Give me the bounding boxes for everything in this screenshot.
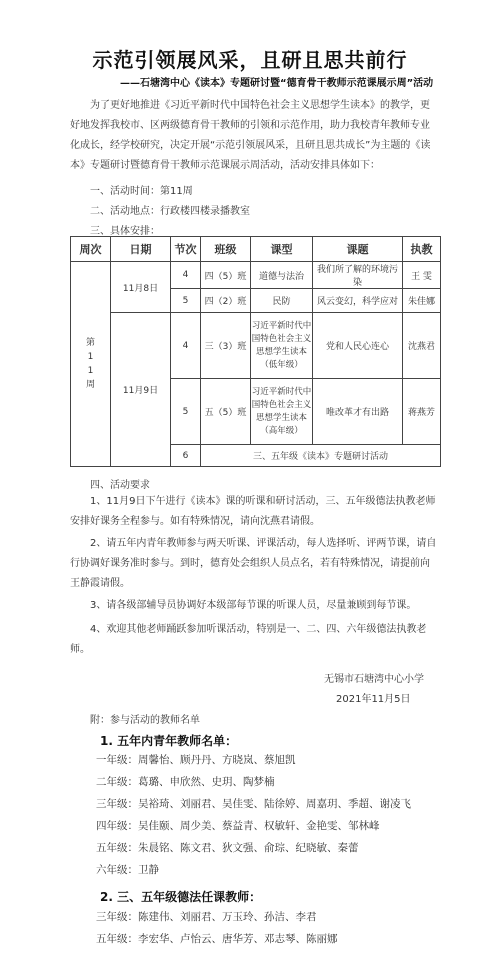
topic-cell: 风云变幻，科学应对 bbox=[313, 289, 403, 313]
class-cell: 四（2）班 bbox=[201, 289, 251, 313]
date-cell: 11月9日 bbox=[111, 313, 171, 467]
week-label: 第11周 bbox=[85, 338, 95, 390]
header-date: 日期 bbox=[111, 237, 171, 262]
period-cell: 6 bbox=[171, 445, 201, 467]
teacher-cell: 王 雯 bbox=[403, 262, 441, 289]
type-cell: 习近平新时代中国特色社会主义思想学生读本（低年级） bbox=[251, 313, 313, 379]
period-cell: 4 bbox=[171, 313, 201, 379]
activity-place: 二、活动地点：行政楼四楼录播教室 bbox=[90, 206, 250, 217]
list-item: 五年级：朱晨铭、陈文君、狄文强、俞琮、纪晓敏、秦蕾 bbox=[96, 842, 359, 854]
header-period: 节次 bbox=[171, 237, 201, 262]
list-item: 三年级：陈建伟、刘丽君、万玉玲、孙洁、李君 bbox=[96, 911, 317, 923]
list-item: 一年级：周馨怡、顾丹丹、方晓岚、蔡旭凯 bbox=[96, 754, 296, 766]
list-item: 三年级：吴裕琦、刘丽君、吴佳雯、陆徐婷、周嘉玥、季超、谢凌飞 bbox=[96, 798, 411, 810]
table-header-row bbox=[71, 237, 441, 262]
teacher-cell: 沈燕君 bbox=[403, 313, 441, 379]
teacher-cell: 蒋燕芳 bbox=[403, 379, 441, 445]
header-type: 课型 bbox=[251, 237, 313, 262]
activity-time: 一、活动时间：第11周 bbox=[90, 186, 193, 197]
activity-arrangement: 三、具体安排： bbox=[90, 226, 160, 237]
topic-cell: 党和人民心连心 bbox=[313, 313, 403, 379]
list1-title: 1. 五年内青年教师名单： bbox=[100, 734, 238, 748]
class-cell: 三（3）班 bbox=[201, 313, 251, 379]
requirements-heading: 四、活动要求 bbox=[90, 480, 150, 491]
intro-paragraph: 为了更好地推进《习近平新时代中国特色社会主义思想学生读本》的教学，更好地发挥我校市、区两级德育骨干教师的引领和示范作用，助力我校青年教师专业化成长，经学校研究，决定开展“示范引领展风采，且研且思共成长”为主题的《读本》专题研讨暨德育骨干教师示范课展示周活动，活动安排具体如下： bbox=[70, 100, 431, 171]
table-row bbox=[71, 262, 441, 289]
list-item: 六年级：卫静 bbox=[96, 864, 159, 876]
period-cell: 5 bbox=[171, 289, 201, 313]
merged-activity-cell: 三、五年级《读本》专题研讨活动 bbox=[201, 445, 441, 467]
date-cell: 11月8日 bbox=[111, 262, 171, 313]
header-week: 周次 bbox=[71, 237, 111, 262]
requirement-4: 4、欢迎其他老师踊跃参加听课活动，特别是一、二、四、六年级德法执教老师。 bbox=[70, 624, 427, 655]
list-item: 四年级：吴佳颐、周少美、蔡益青、权敏轩、金艳雯、邹林峰 bbox=[96, 820, 380, 832]
type-cell: 习近平新时代中国特色社会主义思想学生读本（高年级） bbox=[251, 379, 313, 445]
topic-cell: 唯改革才有出路 bbox=[313, 379, 403, 445]
header-topic: 课题 bbox=[313, 237, 403, 262]
list-item: 五年级：李宏华、卢怡云、唐华芳、邓志琴、陈丽娜 bbox=[96, 933, 338, 945]
signature-org: 无锡市石塘湾中心小学 bbox=[324, 674, 424, 685]
signature-date: 2021年11月5日 bbox=[336, 694, 411, 705]
requirement-3: 3、请各级部辅导员协调好本级部每节课的听课人员，尽量兼顾到每节课。 bbox=[90, 600, 417, 611]
teacher-cell: 朱佳娜 bbox=[403, 289, 441, 313]
page-subtitle: ——石塘湾中心《读本》专题研讨暨“德育骨干教师示范课展示周”活动 bbox=[120, 78, 434, 89]
topic-cell: 我们所了解的环境污染 bbox=[313, 262, 403, 289]
requirement-1: 1、11月9日下午进行《读本》课的听课和研讨活动，三、五年级德法执教老师安排好课务全程参与。如有特殊情况，请向沈燕君请假。 bbox=[70, 496, 436, 527]
list-item: 二年级：葛璐、申欣然、史玥、陶梦楠 bbox=[96, 776, 275, 788]
attachment-note: 附：参与活动的教师名单 bbox=[90, 715, 200, 726]
class-cell: 五（5）班 bbox=[201, 379, 251, 445]
header-class: 班级 bbox=[201, 237, 251, 262]
page-title: 示范引领展风采，且研且思共前行 bbox=[92, 48, 408, 72]
type-cell: 民防 bbox=[251, 289, 313, 313]
list2-title: 2. 三、五年级德法任课教师： bbox=[100, 890, 262, 904]
period-cell: 5 bbox=[171, 379, 201, 445]
class-cell: 四（5）班 bbox=[201, 262, 251, 289]
week-cell bbox=[71, 262, 111, 467]
requirement-2: 2、请五年内青年教师参与两天听课、评课活动，每人选择听、评两节课，请自行协调好课务准时参与。到时，德育处会组织人员点名，若有特殊情况，请提前向王静霞请假。 bbox=[70, 538, 437, 589]
schedule-table bbox=[70, 236, 441, 467]
period-cell: 4 bbox=[171, 262, 201, 289]
table-row bbox=[71, 313, 441, 379]
type-cell: 道德与法治 bbox=[251, 262, 313, 289]
header-teacher: 执教 bbox=[403, 237, 441, 262]
